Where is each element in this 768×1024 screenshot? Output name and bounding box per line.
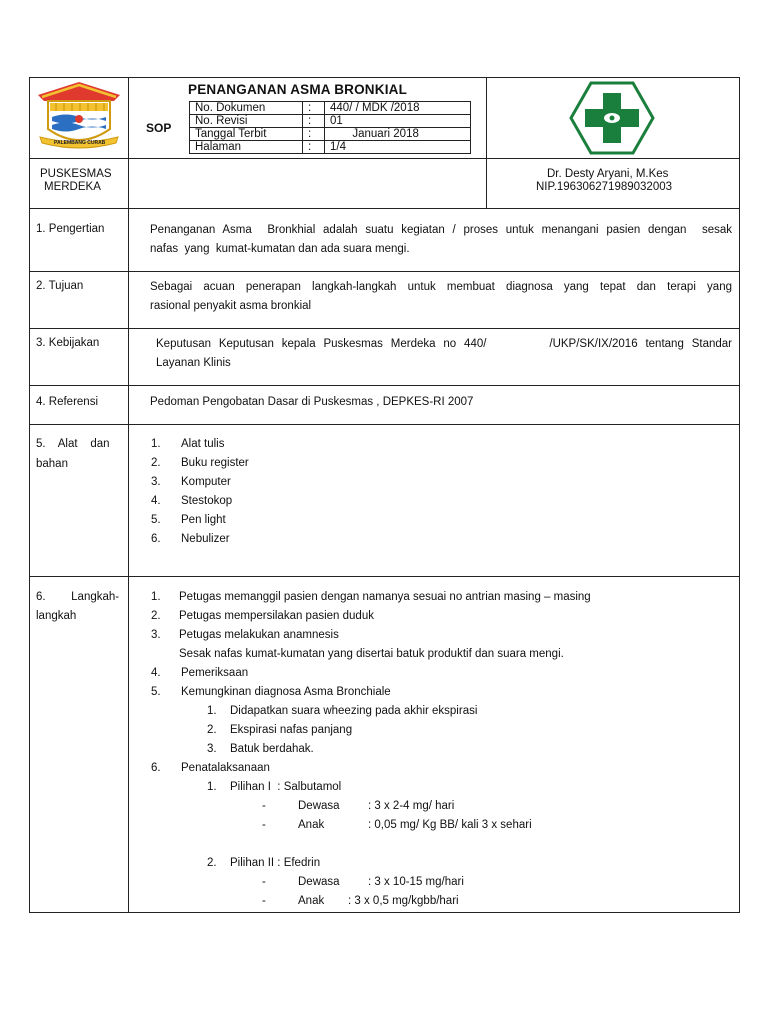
sop-label: SOP bbox=[146, 121, 172, 135]
signer-nip: NIP.196306271989032003 bbox=[536, 181, 673, 193]
substep-text: Batuk berdahak. bbox=[230, 743, 314, 755]
meta-sep: : bbox=[303, 141, 325, 154]
section-label-kebijakan: 3. Kebijakan bbox=[36, 337, 100, 349]
meta-row bbox=[190, 102, 471, 115]
meta-sep: : bbox=[303, 128, 325, 141]
list-item-text: Buku register bbox=[181, 457, 249, 469]
meta-value: 01 bbox=[325, 115, 471, 128]
option-number: 1. bbox=[207, 781, 217, 793]
section-label-alat-line1: 5. Alat dan bbox=[36, 438, 110, 450]
org-name-line1: PUSKESMAS bbox=[40, 168, 112, 180]
health-cross-icon bbox=[569, 81, 655, 155]
section-label-langkah-line1: 6. Langkah- bbox=[36, 591, 120, 603]
list-item bbox=[151, 778, 731, 797]
list-item bbox=[151, 797, 731, 816]
alat-list bbox=[151, 435, 711, 549]
step-number: 4. bbox=[151, 667, 161, 679]
meta-row bbox=[190, 128, 471, 141]
meta-value: 1/4 bbox=[325, 141, 471, 154]
substep-text: Didapatkan suara wheezing pada akhir ekspirasi bbox=[230, 705, 478, 717]
dose-dash: - bbox=[262, 895, 266, 907]
substep-number: 1. bbox=[207, 705, 217, 717]
list-item bbox=[151, 816, 731, 835]
section-label-langkah-line2: langkah bbox=[36, 610, 77, 622]
meta-value: 440/ / MDK /2018 bbox=[325, 102, 471, 115]
dose-patient: Anak bbox=[298, 819, 325, 831]
substep-text: Ekspirasi nafas panjang bbox=[230, 724, 353, 736]
list-item bbox=[151, 721, 731, 740]
substep-number: 3. bbox=[207, 743, 217, 755]
kebijakan-line: Layanan Klinis bbox=[156, 357, 231, 369]
section-label-alat-line2: bahan bbox=[36, 458, 68, 470]
option-text: Pilihan II : Efedrin bbox=[230, 857, 321, 869]
list-item bbox=[151, 892, 731, 911]
option-text: Pilihan I : Salbutamol bbox=[230, 781, 342, 793]
referensi-bottom-rule bbox=[30, 424, 739, 425]
pengertian-line: Penanganan Asma Bronkhial adalah suatu kegiatan / proses untuk menangani pasien dengan sesak bbox=[150, 224, 732, 236]
logo-caption: PALEMBANG CURAB bbox=[54, 140, 106, 146]
tujuan-text bbox=[150, 278, 732, 316]
list-item bbox=[151, 702, 731, 721]
section-label-pengertian: 1. Pengertian bbox=[36, 223, 105, 235]
list-item-text: Alat tulis bbox=[181, 438, 225, 450]
dose-value: : 3 x 0,5 mg/kgbb/hari bbox=[348, 895, 459, 907]
dose-dash: - bbox=[262, 876, 266, 888]
list-item bbox=[151, 683, 731, 702]
city-logo bbox=[36, 81, 122, 155]
pengertian-line: nafas yang kumat-kumatan dan ada suara mengi. bbox=[150, 243, 410, 255]
option-number: 2. bbox=[207, 857, 217, 869]
section-label-referensi: 4. Referensi bbox=[36, 396, 99, 408]
step-text: Petugas mempersilakan pasien duduk bbox=[179, 610, 374, 622]
meta-value: Januari 2018 bbox=[325, 128, 471, 141]
list-item bbox=[151, 473, 711, 492]
list-item-number: 5. bbox=[151, 514, 161, 526]
org-row-bottom-rule bbox=[30, 208, 739, 209]
health-logo bbox=[569, 81, 655, 158]
org-name-line2: MERDEKA bbox=[44, 181, 101, 193]
langkah-list bbox=[151, 588, 731, 911]
pengertian-text bbox=[150, 221, 732, 259]
tujuan-line: Sebagai acuan penerapan langkah-langkah untuk membuat diagnosa yang tepat dan terapi yang bbox=[150, 281, 732, 293]
list-item-text: Pen light bbox=[181, 514, 226, 526]
spacer bbox=[151, 835, 731, 854]
header-bottom-rule bbox=[30, 158, 739, 159]
pengertian-bottom-rule bbox=[30, 271, 739, 272]
dose-dash: - bbox=[262, 800, 266, 812]
substep-number: 2. bbox=[207, 724, 217, 736]
sop-document bbox=[29, 77, 740, 913]
meta-label: No. Dokumen bbox=[190, 102, 303, 115]
step-text: Pemeriksaan bbox=[181, 667, 249, 679]
list-item bbox=[151, 626, 731, 645]
step-detail: Sesak nafas kumat-kumatan yang disertai batuk produktif dan suara mengi. bbox=[179, 648, 564, 660]
tujuan-line: rasional penyakit asma bronkial bbox=[150, 300, 312, 312]
meta-sep: : bbox=[303, 102, 325, 115]
section-label-tujuan: 2. Tujuan bbox=[36, 280, 84, 292]
list-item bbox=[151, 759, 731, 778]
list-item bbox=[151, 873, 731, 892]
list-item-number: 1. bbox=[151, 438, 161, 450]
page-title: PENANGANAN ASMA BRONKIAL bbox=[188, 82, 408, 97]
kebijakan-text bbox=[156, 335, 732, 373]
list-item bbox=[151, 664, 731, 683]
step-number: 3. bbox=[151, 629, 161, 641]
list-item bbox=[151, 511, 711, 530]
list-item-number: 2. bbox=[151, 457, 161, 469]
list-item-number: 4. bbox=[151, 495, 161, 507]
dose-value: : 3 x 2-4 mg/ hari bbox=[368, 800, 455, 812]
dose-patient: Dewasa bbox=[298, 800, 340, 812]
meta-label: No. Revisi bbox=[190, 115, 303, 128]
step-text: Petugas memanggil pasien dengan namanya sesuai no antrian masing – masing bbox=[179, 591, 591, 603]
list-item-text: Komputer bbox=[181, 476, 231, 488]
step-text: Petugas melakukan anamnesis bbox=[179, 629, 339, 641]
list-item bbox=[151, 740, 731, 759]
meta-row bbox=[190, 115, 471, 128]
meta-row bbox=[190, 141, 471, 154]
label-column-rule bbox=[128, 78, 129, 913]
list-item bbox=[151, 854, 731, 873]
dose-patient: Dewasa bbox=[298, 876, 340, 888]
dose-value: : 3 x 10-15 mg/hari bbox=[368, 876, 464, 888]
right-header-rule bbox=[486, 78, 487, 208]
kebijakan-line: Keputusan Keputusan kepala Puskesmas Merdeka no 440/ /UKP/SK/IX/2016 tentang Standar bbox=[156, 338, 732, 350]
document-meta-table bbox=[189, 101, 471, 154]
list-item bbox=[151, 492, 711, 511]
list-item bbox=[151, 454, 711, 473]
step-number: 6. bbox=[151, 762, 161, 774]
list-item-number: 6. bbox=[151, 533, 161, 545]
tujuan-bottom-rule bbox=[30, 328, 739, 329]
list-item bbox=[151, 607, 731, 626]
meta-sep: : bbox=[303, 115, 325, 128]
dose-patient: Anak bbox=[298, 895, 325, 907]
list-item-number: 3. bbox=[151, 476, 161, 488]
list-item-text: Nebulizer bbox=[181, 533, 230, 545]
list-item-text: Stestokop bbox=[181, 495, 233, 507]
kebijakan-bottom-rule bbox=[30, 385, 739, 386]
list-item bbox=[151, 588, 731, 607]
referensi-text: Pedoman Pengobatan Dasar di Puskesmas , DEPKES-RI 2007 bbox=[150, 396, 474, 408]
meta-label: Halaman bbox=[190, 141, 303, 154]
meta-label: Tanggal Terbit bbox=[190, 128, 303, 141]
dose-dash: - bbox=[262, 819, 266, 831]
list-item bbox=[151, 645, 731, 664]
step-text: Kemungkinan diagnosa Asma Bronchiale bbox=[181, 686, 391, 698]
alat-bottom-rule bbox=[30, 576, 739, 577]
step-number: 5. bbox=[151, 686, 161, 698]
signer-name: Dr. Desty Aryani, M.Kes bbox=[547, 168, 669, 180]
step-number: 2. bbox=[151, 610, 161, 622]
dose-value: : 0,05 mg/ Kg BB/ kali 3 x sehari bbox=[368, 819, 532, 831]
step-text: Penatalaksanaan bbox=[181, 762, 270, 774]
step-number: 1. bbox=[151, 591, 161, 603]
list-item bbox=[151, 530, 711, 549]
list-item bbox=[151, 435, 711, 454]
